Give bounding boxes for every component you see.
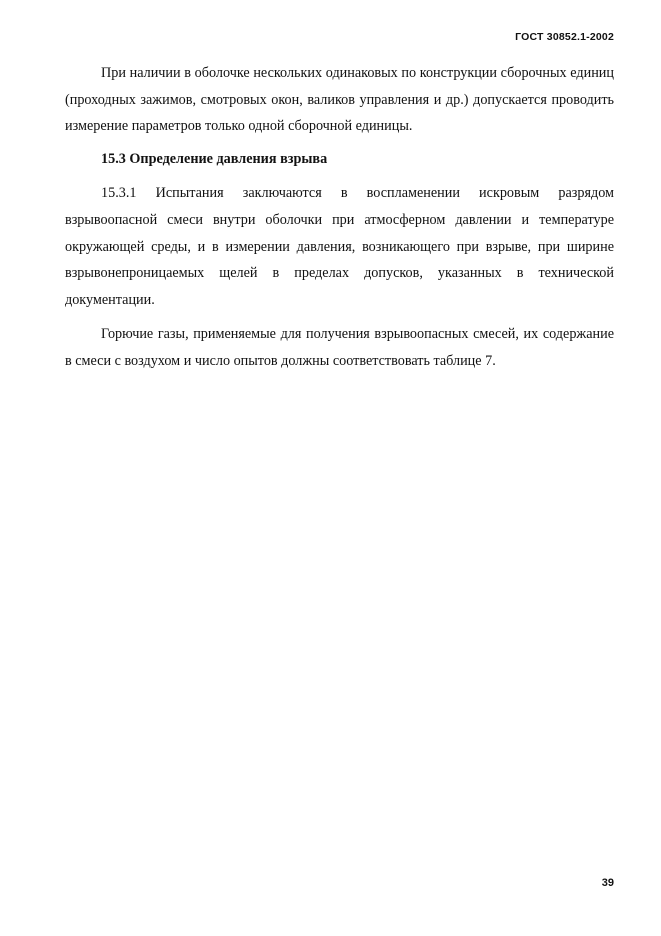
page-content [65,60,614,375]
section-heading-explosion-pressure: 15.3 Определение давления взрыва [101,150,328,167]
paragraph-test-description: 15.3.1 Испытания заключаются в воспламенении искровым разрядом взрывоопасной смеси внутри оболочки при атмосферном давлении и температуре окружающей среды, и в измерении давления, возникающего при взрыве, при ширине взрывонепроницаемых щелей в пределах допусков, указанных в технической документации. [65,185,614,308]
document-code-header: ГОСТ 30852.1-2002 [515,31,614,43]
page-number: 39 [601,877,614,889]
paragraph-flammable-gases: Горючие газы, применяемые для получения взрывоопасных смесей, их содержание в смеси с воздухом и число опытов должны соответствовать таблице 7. [65,326,614,369]
paragraph-measurement-note: При наличии в оболочке нескольких одинаковых по конструкции сборочных единиц (проходных зажимов, смотровых окон, валиков управления и др.) допускается проводить измерение параметров только одной сборочной единицы. [65,65,614,135]
